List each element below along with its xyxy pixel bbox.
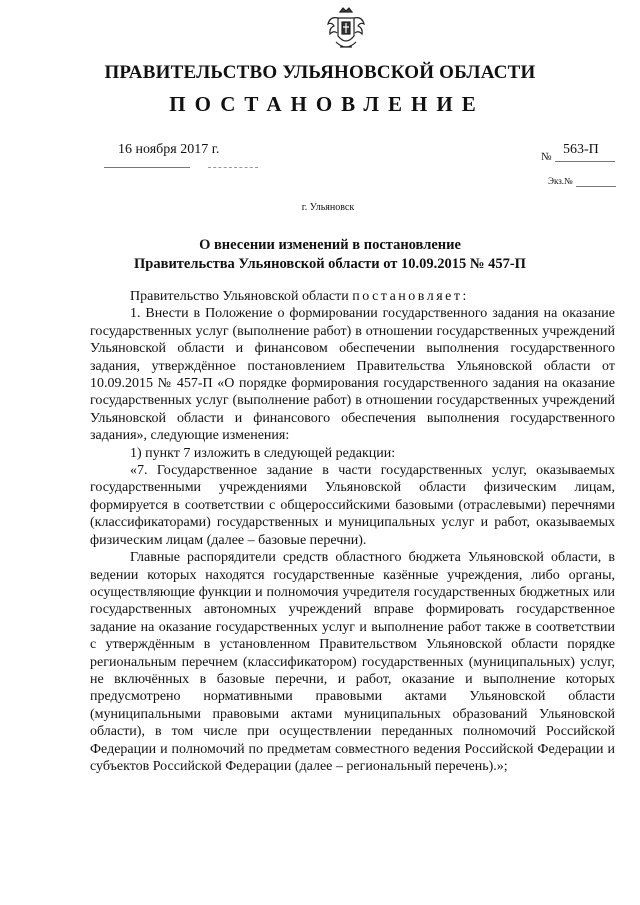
date-underline xyxy=(104,167,190,168)
intro-lead: Правительство Ульяновской области xyxy=(130,289,349,304)
document-type: ПОСТАНОВЛЕНИЕ xyxy=(169,92,485,116)
organization-name: ПРАВИТЕЛЬСТВО УЛЬЯНОВСКОЙ ОБЛАСТИ xyxy=(104,62,536,83)
number-prefix: № xyxy=(541,151,552,163)
document-body xyxy=(90,288,615,775)
copy-number-underline xyxy=(576,186,616,187)
copy-number-label: Экз.№ xyxy=(548,176,573,186)
title-line-2: Правительства Ульяновской области от 10.09.2015 № 457-П xyxy=(134,256,526,272)
document-date: 16 ноября 2017 г. xyxy=(118,142,220,157)
paragraph-1: 1. Внести в Положение о формировании государственного задания на оказание государственных услуг (выполнение работ) в отношении государственных учреждений Ульяновской области и финансовом обеспечении выполнения государственного задания, утверждённое постановлением Правительства Ульяновской области от 10.09.2015 № 457-П «О порядке формирования государственного задания на оказание государственных услуг (выполнение работ) в отношении государственных учреждений Ульяновской области и финансового обеспечения выполнения государственного задания», следующие изменения: xyxy=(90,306,615,444)
date-underline-dashed xyxy=(208,167,258,168)
paragraph-4: Главные распорядители средств областного бюджета Ульяновской области, в ведении которых находятся государственные казённые учреждения, либо органы, осуществляющие функции и полномочия учредителя государственных бюджетных или государственных автономных учреждений вправе формировать государственное задание на оказание государственных услуг и выполнение работ также в соответствии с утверждённым в установленном Правительством Ульяновской области порядке региональным перечнем (классификатором) государственных (муниципальных) услуг, не включённых в базовые перечни, и работ, оказание и выполнение которых предусмотрено нормативными правовыми актами Ульяновской области (муниципальными правовыми актами муниципальных образований Ульяновской области), в том числе при осуществлении переданных полномочий Российской Федерации и полномочий по предметам совместного ведения Российской Федерации и субъектов Российской Федерации (далее – региональный перечень).»; xyxy=(90,550,615,774)
intro-verb: постановляет: xyxy=(352,289,469,304)
paragraph-3: «7. Государственное задание в части государственных услуг, оказываемых государственными учреждениями Ульяновской области физическим лицам, формируется в соответствии с общероссийскими базовыми (отраслевыми) перечнями (классификаторами) государственных и муниципальных услуг и работ, оказываемых физическим лицам (далее – базовые перечни). xyxy=(90,463,615,548)
document-number: 563-П xyxy=(563,142,599,157)
number-underline xyxy=(555,161,615,162)
title-line-1: О внесении изменений в постановление xyxy=(199,237,461,253)
coat-of-arms-icon xyxy=(326,6,366,54)
paragraph-2: 1) пункт 7 изложить в следующей редакции: xyxy=(130,445,396,461)
intro-paragraph xyxy=(90,288,615,305)
document-title xyxy=(120,236,540,274)
city: г. Ульяновск xyxy=(301,202,355,213)
